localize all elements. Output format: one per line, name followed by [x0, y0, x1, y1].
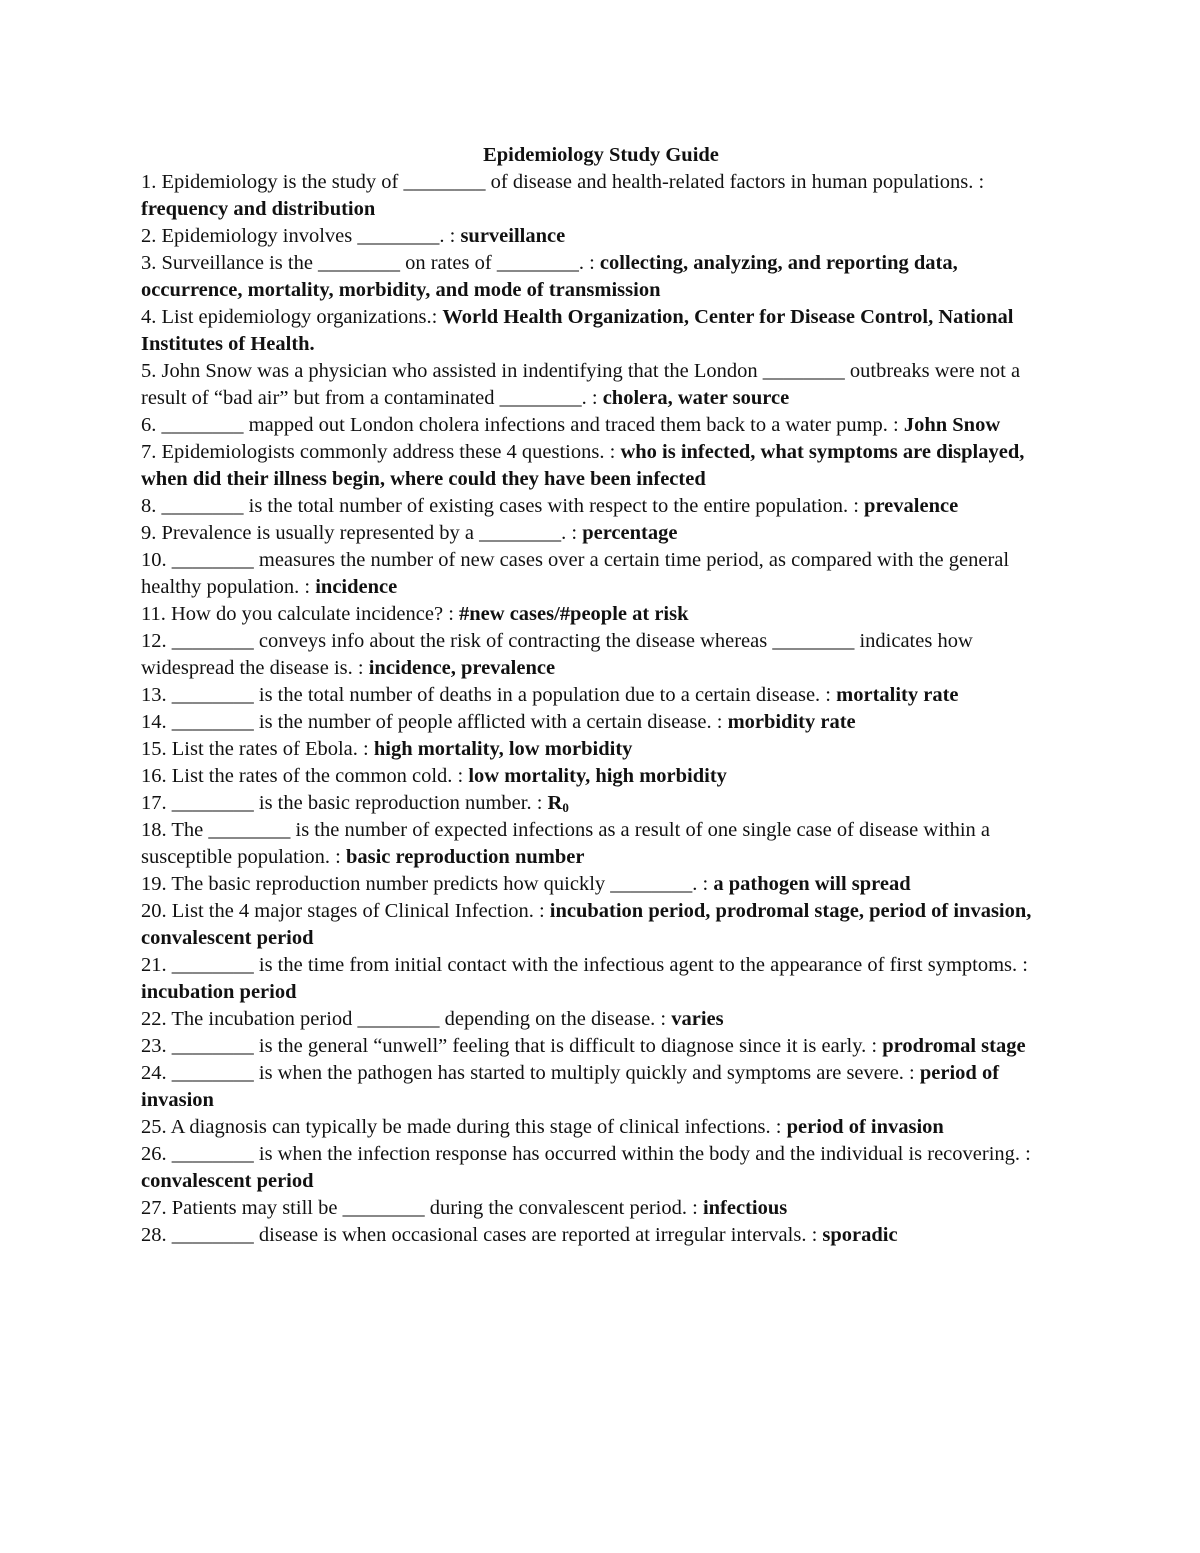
- answer-text: incubation period, prodromal stage, period of invasion, convalescent period: [141, 900, 1032, 949]
- question-text: 23. ________ is the general “unwell” feeling that is difficult to diagnose since it is early. :: [141, 1035, 883, 1057]
- question-item: [141, 223, 1061, 250]
- answer-text: period of invasion: [141, 1062, 1000, 1111]
- question-text: 5. John Snow was a physician who assisted in indentifying that the London ________ outbreaks were not a result of “bad air” but from a contaminated ________. :: [141, 360, 1021, 409]
- question-text: 2. Epidemiology involves ________. :: [141, 225, 461, 247]
- question-text: 8. ________ is the total number of existing cases with respect to the entire population. :: [141, 495, 865, 517]
- question-text: 16. List the rates of the common cold. :: [141, 765, 469, 787]
- question-text: 25. A diagnosis can typically be made during this stage of clinical infections. :: [141, 1116, 787, 1138]
- page-title: Epidemiology Study Guide: [483, 144, 719, 166]
- answer-text: surveillance: [460, 225, 566, 247]
- answer-text: John Snow: [903, 414, 1001, 436]
- answer-text: frequency and distribution: [141, 198, 376, 220]
- question-item: [141, 709, 1061, 736]
- answer-text: sporadic: [822, 1224, 898, 1246]
- question-text: 18. The ________ is the number of expected infections as a result of one single case of disease within a susceptible population. :: [141, 819, 990, 868]
- question-item: [141, 736, 1061, 763]
- question-item: [141, 493, 1061, 520]
- question-text: 4. List epidemiology organizations.:: [141, 306, 443, 328]
- question-item: [141, 412, 1061, 439]
- question-text: 10. ________ measures the number of new cases over a certain time period, as compared with the general healthy population. :: [141, 549, 1010, 598]
- question-text: 20. List the 4 major stages of Clinical Infection. :: [141, 900, 550, 922]
- question-item: [141, 520, 1061, 547]
- question-list: [141, 169, 1061, 1249]
- question-text: 17. ________ is the basic reproduction number. :: [141, 792, 548, 814]
- answer-text: prodromal stage: [882, 1035, 1026, 1057]
- question-text: 22. The incubation period ________ depending on the disease. :: [141, 1008, 672, 1030]
- question-text: 27. Patients may still be ________ during the convalescent period. :: [141, 1197, 703, 1219]
- question-text: 21. ________ is the time from initial contact with the infectious agent to the appearance of first symptoms. :: [141, 954, 1028, 976]
- question-item: [141, 1141, 1061, 1195]
- question-item: [141, 790, 1061, 817]
- answer-text: convalescent period: [141, 1170, 314, 1192]
- question-item: [141, 1006, 1061, 1033]
- answer-text: morbidity rate: [727, 711, 856, 733]
- study-guide: [141, 142, 1061, 1249]
- question-item: [141, 763, 1061, 790]
- question-item: [141, 682, 1061, 709]
- question-text: 19. The basic reproduction number predicts how quickly ________. :: [141, 873, 714, 895]
- question-item: [141, 628, 1061, 682]
- question-item: [141, 898, 1061, 952]
- answer-text: #new cases/#people at risk: [459, 603, 689, 625]
- question-text: 3. Surveillance is the ________ on rates of ________. :: [141, 252, 600, 274]
- answer-text: incidence: [315, 576, 398, 598]
- answer-text: cholera, water source: [602, 387, 790, 409]
- question-item: [141, 1114, 1061, 1141]
- question-item: [141, 1195, 1061, 1222]
- question-text: 15. List the rates of Ebola. :: [141, 738, 374, 760]
- question-item: [141, 439, 1061, 493]
- answer-text: low mortality, high morbidity: [468, 765, 727, 787]
- answer-text: prevalence: [864, 495, 959, 517]
- answer-text: period of invasion: [786, 1116, 944, 1138]
- question-text: 9. Prevalence is usually represented by a ________. :: [141, 522, 583, 544]
- question-item: [141, 1222, 1061, 1249]
- question-text: 26. ________ is when the infection response has occurred within the body and the individual is recovering. :: [141, 1143, 1031, 1165]
- question-text: 14. ________ is the number of people afflicted with a certain disease. :: [141, 711, 728, 733]
- answer-text: who is infected, what symptoms are displayed, when did their illness begin, where could they have been infected: [141, 441, 1025, 490]
- answer-text: incidence, prevalence: [368, 657, 556, 679]
- answer-text: mortality rate: [836, 684, 959, 706]
- question-text: 28. ________ disease is when occasional cases are reported at irregular intervals. :: [141, 1224, 823, 1246]
- question-text: 13. ________ is the total number of deaths in a population due to a certain disease. :: [141, 684, 837, 706]
- question-item: [141, 601, 1061, 628]
- answer-text: percentage: [582, 522, 678, 544]
- answer-subscript: 0: [562, 800, 569, 815]
- answer-text: [548, 792, 569, 814]
- question-item: [141, 1060, 1061, 1114]
- question-text: 24. ________ is when the pathogen has started to multiply quickly and symptoms are severe. :: [141, 1062, 920, 1084]
- question-item: [141, 358, 1061, 412]
- question-text: 12. ________ conveys info about the risk of contracting the disease whereas ________ indicates how widespread the disease is. :: [141, 630, 973, 679]
- question-item: [141, 952, 1061, 1006]
- answer-text: high mortality, low morbidity: [373, 738, 633, 760]
- answer-text: World Health Organization, Center for Disease Control, National Institutes of Health.: [141, 306, 1014, 355]
- question-item: [141, 871, 1061, 898]
- answer-text: a pathogen will spread: [713, 873, 911, 895]
- question-item: [141, 1033, 1061, 1060]
- question-text: 7. Epidemiologists commonly address these 4 questions. :: [141, 441, 621, 463]
- question-text: 1. Epidemiology is the study of ________ of disease and health-related factors in human populations. :: [141, 171, 985, 193]
- question-text: 11. How do you calculate incidence? :: [141, 603, 460, 625]
- question-item: [141, 304, 1061, 358]
- question-text: 6. ________ mapped out London cholera infections and traced them back to a water pump. :: [141, 414, 904, 436]
- answer-text: basic reproduction number: [345, 846, 585, 868]
- answer-text: collecting, analyzing, and reporting data, occurrence, mortality, morbidity, and mode of transmission: [141, 252, 958, 301]
- answer-main: R: [547, 792, 563, 814]
- answer-text: infectious: [702, 1197, 788, 1219]
- question-item: [141, 169, 1061, 223]
- answer-text: incubation period: [141, 981, 297, 1003]
- question-item: [141, 250, 1061, 304]
- question-item: [141, 547, 1061, 601]
- question-item: [141, 817, 1061, 871]
- answer-text: varies: [671, 1008, 724, 1030]
